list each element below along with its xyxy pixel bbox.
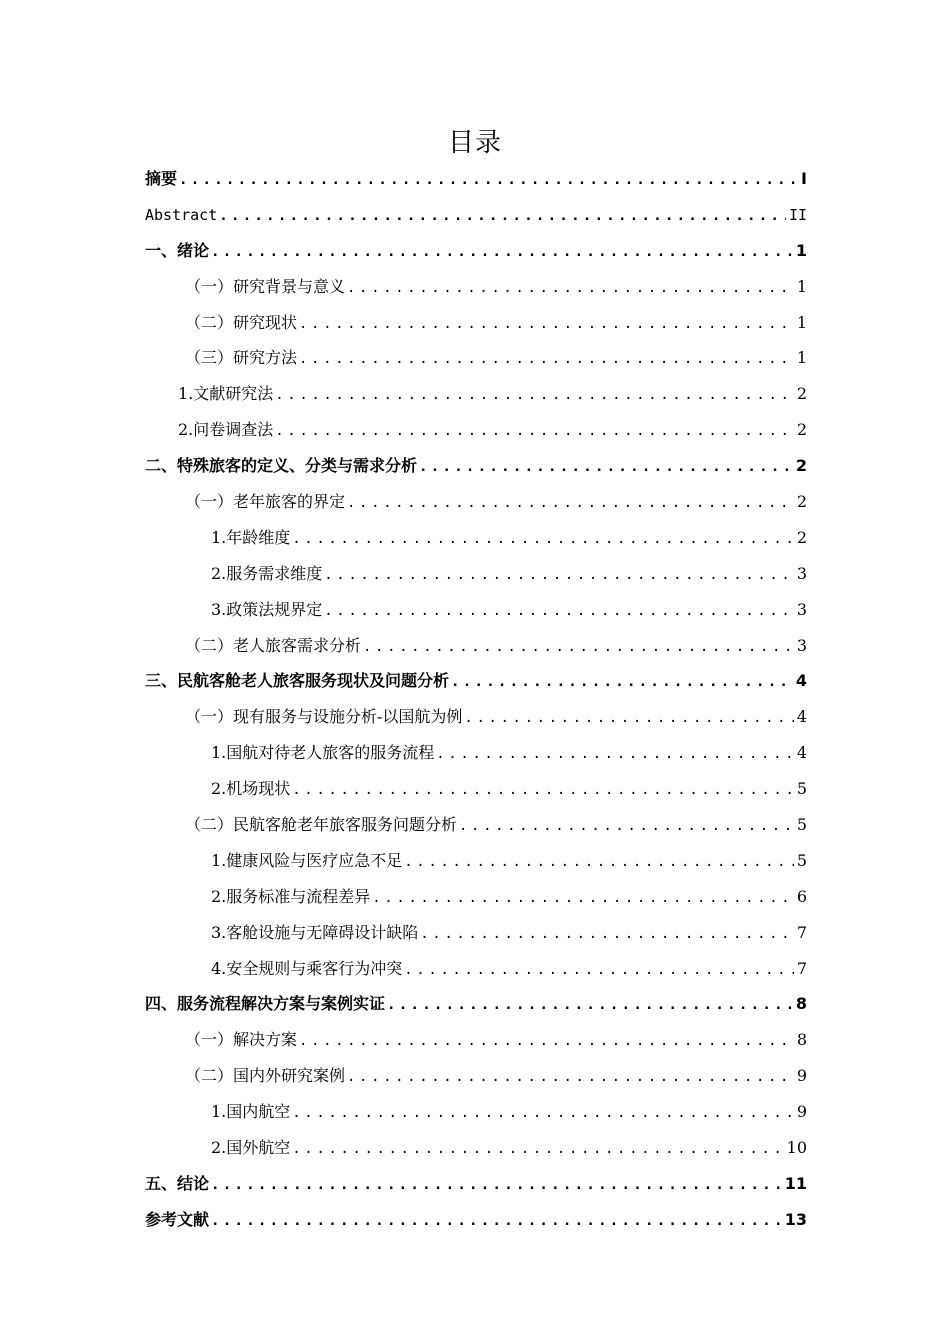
toc-entry[interactable] (145, 161, 807, 197)
toc-entry[interactable] (145, 412, 807, 448)
toc-dot-leader (404, 844, 794, 880)
toc-dot-leader (299, 1023, 794, 1059)
toc-dot-leader (211, 1203, 782, 1239)
toc-entry[interactable] (145, 628, 807, 664)
toc-entry[interactable] (145, 269, 807, 305)
toc-entry-label: （二）国内外研究案例 (185, 1066, 346, 1086)
toc-entry-page-number: 5 (796, 815, 807, 835)
toc-entry-label: （一）现有服务与设施分析-以国航为例 (185, 707, 463, 727)
toc-entry-page-number: 3 (796, 599, 807, 619)
toc-entry-page-number: 2 (796, 492, 807, 512)
toc-entry-page-number: 9 (796, 1066, 807, 1086)
toc-dot-leader (292, 521, 794, 557)
toc-entry-label: （二）老人旅客需求分析 (185, 635, 362, 655)
toc-entry-page-number: 8 (796, 1030, 807, 1050)
toc-entry[interactable] (145, 807, 807, 843)
toc-entry[interactable] (145, 1094, 807, 1130)
toc-dot-leader (219, 198, 786, 234)
toc-entry[interactable] (145, 340, 807, 376)
toc-entry-label: 3.政策法规界定 (211, 599, 323, 619)
toc-entry-label: 1.国航对待老人旅客的服务流程 (211, 743, 435, 763)
toc-dot-leader (387, 987, 793, 1023)
toc-entry-page-number: 8 (795, 994, 807, 1014)
table-of-contents (145, 161, 807, 1238)
toc-dot-leader (363, 629, 794, 665)
toc-entry-page-number: 4 (796, 743, 807, 763)
toc-entry-label: 二、特殊旅客的定义、分类与需求分析 (145, 456, 418, 476)
toc-dot-leader (179, 162, 798, 198)
toc-entry-page-number: 1 (796, 348, 807, 368)
toc-entry[interactable] (145, 448, 807, 484)
toc-entry[interactable] (145, 1166, 807, 1202)
toc-entry-label: 一、绪论 (145, 240, 210, 260)
toc-entry-label: 1.国内航空 (211, 1102, 291, 1122)
toc-entry-label: （二）民航客舱老年旅客服务问题分析 (185, 815, 458, 835)
toc-entry[interactable] (145, 1022, 807, 1058)
toc-entry[interactable] (145, 556, 807, 592)
toc-dot-leader (275, 413, 794, 449)
toc-entry-label: （三）研究方法 (185, 348, 298, 368)
toc-entry-label: 五、结论 (145, 1173, 210, 1193)
toc-dot-leader (459, 808, 794, 844)
toc-dot-leader (292, 1095, 794, 1131)
toc-entry-page-number: 2 (796, 384, 807, 404)
toc-entry-label: 4.安全规则与乘客行为冲突 (211, 958, 403, 978)
toc-dot-leader (211, 1167, 782, 1203)
toc-entry-label: 2.问卷调查法 (178, 420, 274, 440)
toc-entry[interactable] (145, 376, 807, 412)
toc-entry[interactable] (145, 843, 807, 879)
toc-entry-label: （二）研究现状 (185, 312, 298, 332)
toc-entry-page-number: 7 (796, 922, 807, 942)
toc-entry[interactable] (145, 951, 807, 987)
toc-entry-page-number: 4 (796, 707, 807, 727)
toc-entry-label: 2.机场现状 (211, 779, 291, 799)
toc-entry-page-number: 6 (796, 886, 807, 906)
toc-dot-leader (372, 880, 794, 916)
toc-dot-leader (211, 234, 793, 270)
toc-entry[interactable] (145, 197, 807, 233)
toc-dot-leader (464, 700, 793, 736)
toc-entry-label: （一）老年旅客的界定 (185, 492, 346, 512)
toc-entry-page-number: 1 (795, 240, 807, 260)
toc-entry-page-number: 4 (795, 671, 807, 691)
toc-entry-page-number: 5 (796, 850, 807, 870)
toc-entry-label: （一）解决方案 (185, 1030, 298, 1050)
toc-dot-leader (436, 736, 794, 772)
toc-entry-page-number: 2 (795, 456, 807, 476)
toc-entry[interactable] (145, 1058, 807, 1094)
toc-entry-page-number: 5 (796, 779, 807, 799)
toc-entry-label: （一）研究背景与意义 (185, 276, 346, 296)
toc-entry-page-number: 3 (796, 563, 807, 583)
toc-dot-leader (292, 772, 794, 808)
toc-entry-page-number: 2 (796, 527, 807, 547)
toc-entry-page-number: 3 (796, 635, 807, 655)
toc-entry[interactable] (145, 1130, 807, 1166)
toc-entry-page-number: 11 (784, 1173, 807, 1193)
toc-entry-page-number: 2 (796, 420, 807, 440)
toc-dot-leader (404, 952, 794, 988)
toc-entry-page-number: 13 (784, 1209, 807, 1229)
toc-entry-page-number: 1 (796, 312, 807, 332)
toc-entry[interactable] (145, 915, 807, 951)
toc-entry-label: 参考文献 (145, 1209, 210, 1229)
toc-entry-label: 1.文献研究法 (178, 384, 274, 404)
toc-entry-label: 四、服务流程解决方案与案例实证 (145, 994, 386, 1014)
toc-entry-label: 1.年龄维度 (211, 527, 291, 547)
toc-dot-leader (299, 341, 794, 377)
toc-entry[interactable] (145, 879, 807, 915)
toc-entry[interactable] (145, 663, 807, 699)
toc-entry[interactable] (145, 735, 807, 771)
toc-entry-label: 摘要 (145, 169, 178, 188)
toc-dot-leader (420, 916, 794, 952)
toc-dot-leader (324, 593, 794, 629)
toc-entry[interactable] (145, 520, 807, 556)
toc-entry-label: 2.服务标准与流程差异 (211, 886, 371, 906)
toc-entry-page-number: 1 (796, 276, 807, 296)
toc-entry-label: 1.健康风险与医疗应急不足 (211, 850, 403, 870)
toc-dot-leader (347, 1059, 794, 1095)
toc-dot-leader (292, 1131, 783, 1167)
toc-entry[interactable] (145, 699, 807, 735)
toc-entry-page-number: 10 (786, 1138, 807, 1158)
toc-dot-leader (347, 485, 794, 521)
toc-entry-label: 3.客舱设施与无障碍设计缺陷 (211, 922, 419, 942)
toc-dot-leader (347, 270, 794, 306)
toc-entry[interactable] (145, 771, 807, 807)
toc-entry-page-number: 9 (796, 1102, 807, 1122)
toc-entry[interactable] (145, 1202, 807, 1238)
toc-entry[interactable] (145, 233, 807, 269)
toc-entry-label: 2.服务需求维度 (211, 563, 323, 583)
toc-entry-page-number: II (788, 205, 807, 224)
toc-dot-leader (299, 306, 794, 342)
toc-entry-page-number: 7 (796, 958, 807, 978)
toc-dot-leader (324, 557, 794, 593)
toc-entry-label: 2.国外航空 (211, 1138, 291, 1158)
toc-entry[interactable] (145, 592, 807, 628)
toc-entry[interactable] (145, 484, 807, 520)
toc-dot-leader (275, 377, 794, 413)
toc-entry-page-number: I (801, 169, 807, 188)
toc-entry-label: 三、民航客舱老人旅客服务现状及问题分析 (145, 671, 450, 691)
toc-dot-leader (419, 449, 793, 485)
page-title: 目录 (447, 128, 502, 158)
toc-dot-leader (451, 664, 793, 700)
toc-entry[interactable] (145, 986, 807, 1022)
toc-entry[interactable] (145, 305, 807, 341)
toc-entry-label: Abstract (145, 205, 218, 224)
